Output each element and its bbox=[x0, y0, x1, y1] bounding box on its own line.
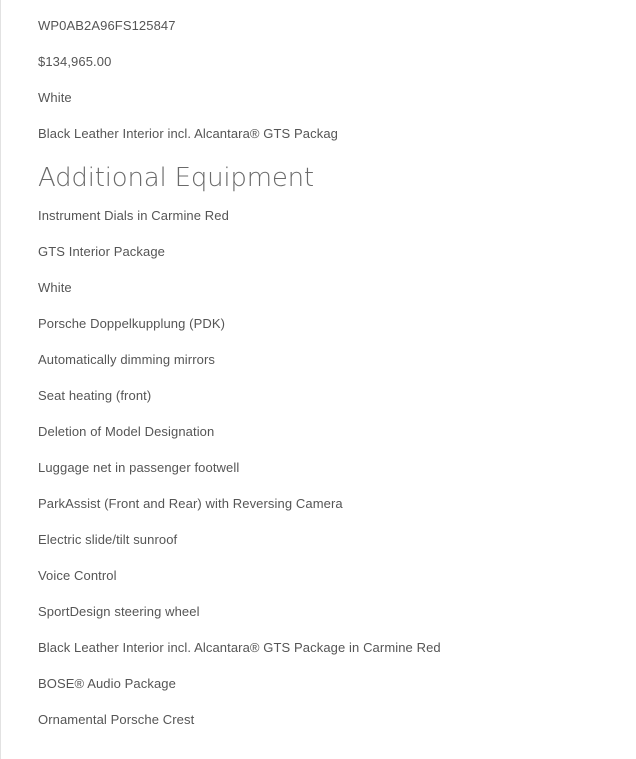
spec-exterior-color: White bbox=[38, 90, 72, 105]
equipment-item: Ornamental Porsche Crest bbox=[38, 712, 195, 727]
additional-equipment-heading: Additional Equipment bbox=[38, 163, 314, 193]
equipment-item: Porsche Doppelkupplung (PDK) bbox=[38, 316, 226, 331]
equipment-item: White bbox=[38, 280, 72, 295]
equipment-item: GTS Interior Package bbox=[38, 244, 165, 259]
equipment-item: Instrument Dials in Carmine Red bbox=[38, 208, 229, 223]
equipment-item: Luggage net in passenger footwell bbox=[38, 460, 240, 475]
equipment-item: BOSE® Audio Package bbox=[38, 676, 176, 691]
vehicle-detail-content bbox=[38, 0, 626, 748]
equipment-item: ParkAssist (Front and Rear) with Reversing Camera bbox=[38, 496, 343, 511]
equipment-item: Automatically dimming mirrors bbox=[38, 352, 215, 367]
equipment-item: Seat heating (front) bbox=[38, 388, 152, 403]
equipment-item: SportDesign steering wheel bbox=[38, 604, 200, 619]
spec-interior: Black Leather Interior incl. Alcantara® GTS Packag bbox=[38, 126, 338, 141]
equipment-item: Voice Control bbox=[38, 568, 117, 583]
spec-vin: WP0AB2A96FS125847 bbox=[38, 18, 176, 33]
vehicle-specs-list bbox=[38, 0, 626, 142]
additional-equipment-list bbox=[38, 208, 626, 728]
equipment-item: Deletion of Model Designation bbox=[38, 424, 215, 439]
equipment-item: Black Leather Interior incl. Alcantara® GTS Package in Carmine Red bbox=[38, 640, 441, 655]
spec-price: $134,965.00 bbox=[38, 54, 112, 69]
equipment-item: Electric slide/tilt sunroof bbox=[38, 532, 178, 547]
